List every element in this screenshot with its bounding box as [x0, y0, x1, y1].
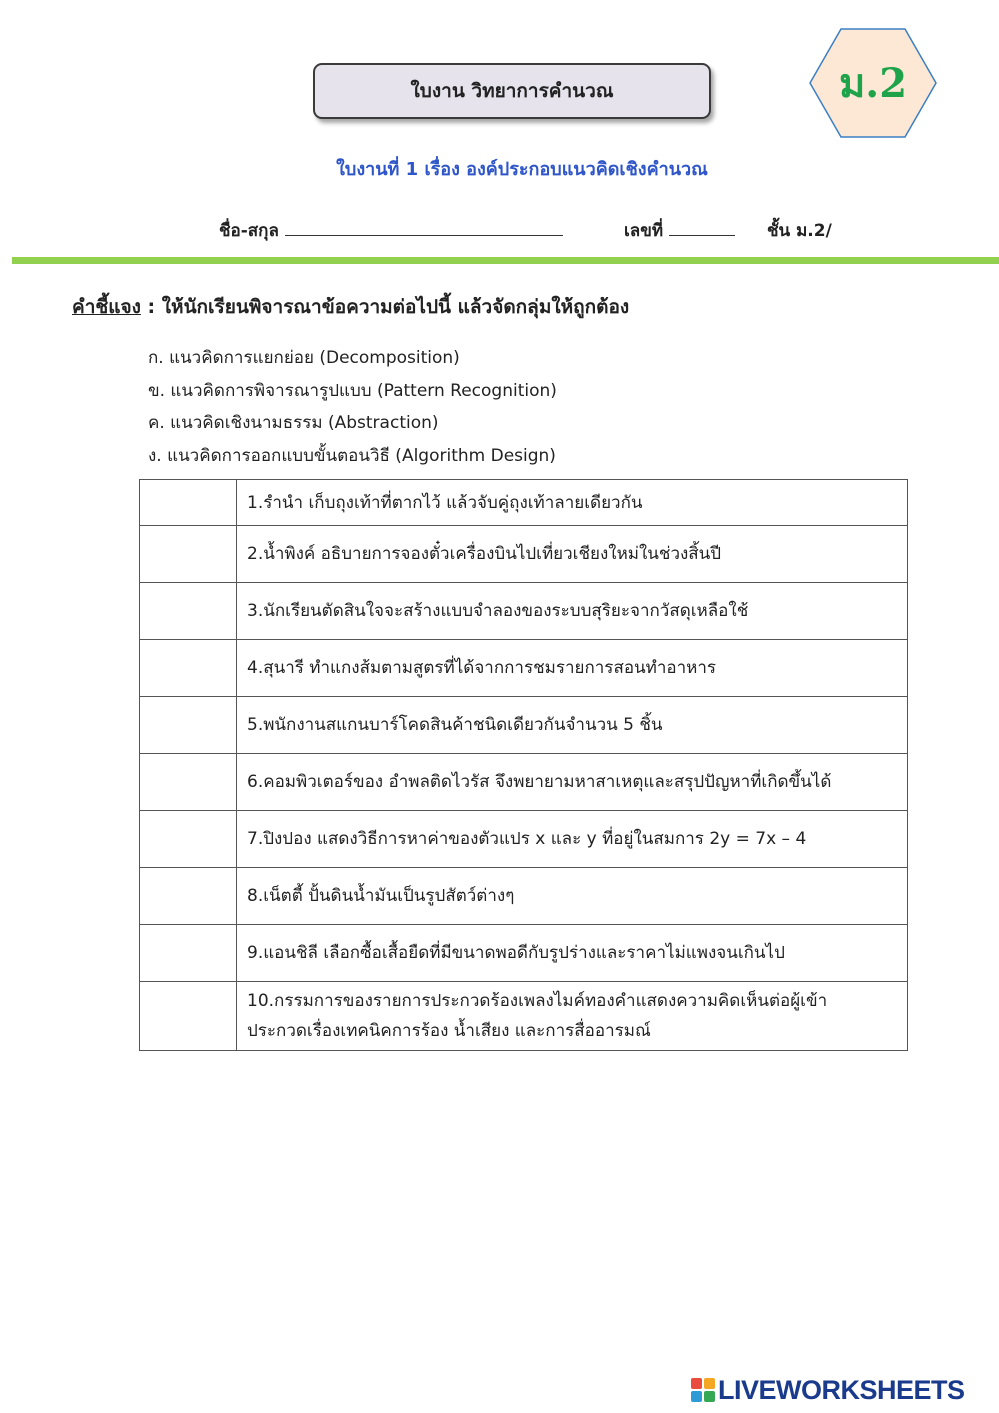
statement-cell: 7.ปิงปอง แสดงวิธีการหาค่าของตัวแปร x และ y ที่อยู่ในสมการ 2y = 7x – 4 — [237, 811, 908, 868]
category-options — [148, 345, 557, 475]
statement-cell: 9.แอนชิลี เลือกซื้อเสื้อยืดที่มีขนาดพอดีกับรูปร่างและราคาไม่แพงจนเกินไป — [237, 925, 908, 982]
worksheet-title: ใบงาน วิทยาการคำนวณ — [313, 63, 711, 119]
table-row — [140, 640, 908, 697]
instructions — [72, 292, 629, 322]
statement-cell — [237, 982, 908, 1051]
statement-cell: 5.พนักงานสแกนบาร์โคดสินค้าชนิดเดียวกันจำนวน 5 ชิ้น — [237, 697, 908, 754]
answer-cell[interactable] — [140, 982, 237, 1051]
number-field — [624, 217, 735, 244]
table-row — [140, 526, 908, 583]
instructions-text: : ให้นักเรียนพิจารณาข้อความต่อไปนี้ แล้วจัดกลุ่มให้ถูกต้อง — [140, 296, 630, 318]
number-label: เลขที่ — [624, 221, 664, 241]
number-blank[interactable] — [669, 219, 735, 236]
table-row — [140, 868, 908, 925]
table-row — [140, 754, 908, 811]
option-item: ก. แนวคิดการแยกย่อย (Decomposition) — [148, 348, 460, 368]
name-blank[interactable] — [285, 219, 563, 236]
answer-cell[interactable] — [140, 526, 237, 583]
header-divider — [12, 257, 999, 264]
answer-cell[interactable] — [140, 868, 237, 925]
statement-cell: 1.รำนำ เก็บถุงเท้าที่ตากไว้ แล้วจับคู่ถุงเท้าลายเดียวกัน — [237, 480, 908, 526]
option-item: ค. แนวคิดเชิงนามธรรม (Abstraction) — [148, 413, 439, 433]
name-label: ชื่อ-สกุล — [219, 221, 279, 241]
answer-cell[interactable] — [140, 583, 237, 640]
statement-cell: 6.คอมพิวเตอร์ของ อำพลติดไวรัส จึงพยายามหาสาเหตุและสรุปปัญหาที่เกิดขึ้นได้ — [237, 754, 908, 811]
table-row — [140, 697, 908, 754]
statement-cell: 3.นักเรียนตัดสินใจจะสร้างแบบจำลองของระบบสุริยะจากวัสดุเหลือใช้ — [237, 583, 908, 640]
table-row — [140, 480, 908, 526]
option-item: ง. แนวคิดการออกแบบขั้นตอนวิธี (Algorithm Design) — [148, 445, 556, 466]
answer-cell[interactable] — [140, 925, 237, 982]
grade-badge-label: ม.2 — [838, 60, 908, 107]
logo-text: LIVEWORKSHEETS — [718, 1374, 965, 1405]
table-row — [140, 982, 908, 1051]
answer-cell[interactable] — [140, 697, 237, 754]
class-label: ชั้น ม.2/ — [767, 221, 832, 241]
answer-cell[interactable] — [140, 754, 237, 811]
table-row — [140, 583, 908, 640]
answer-cell[interactable] — [140, 811, 237, 868]
answer-cell[interactable] — [140, 480, 237, 526]
statement-line: ประกวดเรื่องเทคนิคการร้อง น้ำเสียง และการสื่ออารมณ์ — [247, 1021, 651, 1041]
worksheet-subtitle: ใบงานที่ 1 เรื่อง องค์ประกอบแนวคิดเชิงคำนวณ — [336, 159, 708, 180]
table-row — [140, 811, 908, 868]
statement-cell: 2.น้ำพิงค์ อธิบายการจองตั๋วเครื่องบินไปเที่ยวเชียงใหม่ในช่วงสิ้นปี — [237, 526, 908, 583]
table-row — [140, 925, 908, 982]
classification-table — [139, 479, 908, 1051]
instructions-lead: คำชี้แจง — [72, 296, 141, 318]
name-field — [219, 217, 563, 244]
statement-cell: 4.สุนารี ทำแกงส้มตามสูตรที่ได้จากการชมรายการสอนทำอาหาร — [237, 640, 908, 697]
statement-cell: 8.เน็ตตี้ ปั้นดินน้ำมันเป็นรูปสัตว์ต่างๆ — [237, 868, 908, 925]
option-item: ข. แนวคิดการพิจารณารูปแบบ (Pattern Recognition) — [148, 380, 557, 401]
answer-cell[interactable] — [140, 640, 237, 697]
statement-line: 10.กรรมการของรายการประกวดร้องเพลงไมค์ทองคำแสดงความคิดเห็นต่อผู้เข้า — [247, 991, 828, 1011]
liveworksheets-logo — [691, 1374, 965, 1406]
logo-blocks-icon — [691, 1378, 715, 1402]
class-field — [767, 217, 832, 244]
